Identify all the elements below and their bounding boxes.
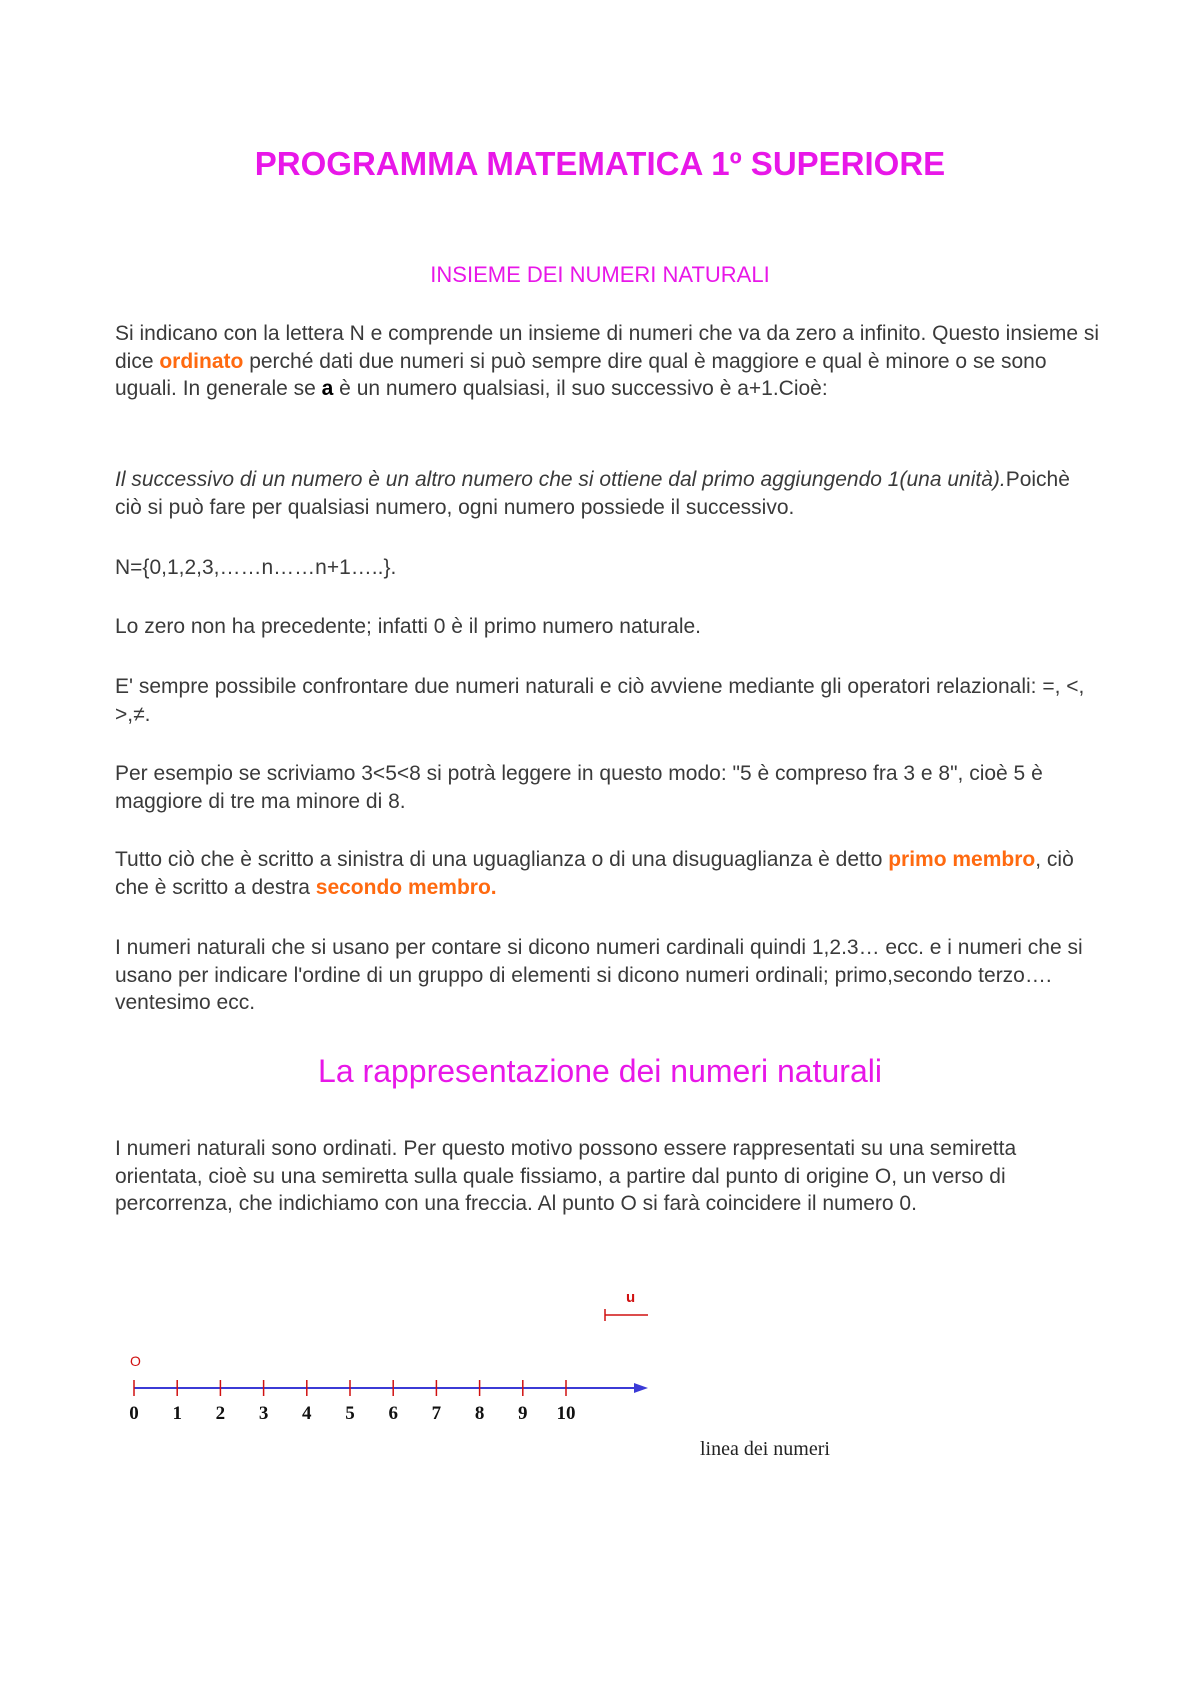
successor-definition: Il successivo di un numero è un altro numero che si ottiene dal primo aggiungendo 1(una unità).: [115, 468, 1006, 491]
tick-label-4: 4: [302, 1403, 312, 1424]
arrow-head-icon: [634, 1383, 648, 1393]
paragraph-members: [115, 846, 1100, 901]
tick-label-3: 3: [258, 1403, 269, 1424]
origin-label: O: [130, 1353, 141, 1369]
unit-label: u: [626, 1289, 636, 1306]
primo-membro-highlight: primo membro: [888, 848, 1036, 871]
tick-label-1: 1: [172, 1403, 182, 1424]
paragraph-successor: [115, 466, 1100, 521]
tick-label-8: 8: [474, 1403, 485, 1424]
section-title: La rappresentazione dei numeri naturali: [318, 1053, 882, 1089]
set-notation: N={0,1,2,3,……n……n+1…..}.: [115, 556, 397, 579]
paragraph-comparison: E' sempre possibile confrontare due numeri naturali e ciò avviene mediante gli operatori relazionali: =, <, >,≠.: [115, 675, 1085, 726]
paragraph-cardinal-ordinal: I numeri naturali che si usano per contare si dicono numeri cardinali quindi 1,2.3… ecc. e i numeri che si usano per indicare l'ordine di un gruppo di elementi si dicono numeri ordinali; primo,secondo terzo…. ventesimo ecc.: [115, 936, 1083, 1014]
number-line-figure: [120, 1280, 680, 1430]
section-subtitle: INSIEME DEI NUMERI NATURALI: [430, 262, 770, 287]
tick-label-6: 6: [388, 1403, 398, 1424]
paragraph-example: Per esempio se scriviamo 3<5<8 si potrà leggere in questo modo: "5 è compreso fra 3 e 8", cioè 5 è maggiore di tre ma minore di 8.: [115, 762, 1043, 813]
paragraph-definition: [115, 320, 1100, 403]
tick-label-9: 9: [518, 1403, 528, 1424]
p1-text-a: Si indicano con la lettera N e comprende un insieme di numeri che va da zero a infinito. Questo insieme si dice: [115, 322, 1100, 373]
successor-note: Poichè ciò si può fare per qualsiasi numero, ogni numero possiede il successivo.: [115, 468, 1070, 519]
tick-label-10: 10: [556, 1403, 576, 1424]
secondo-membro-highlight: secondo membro.: [315, 875, 497, 899]
p1-text-b: perché dati due numeri si può sempre dire qual è maggiore e qual è minore o se sono uguali. In generale se: [115, 349, 1047, 400]
tick-label-5: 5: [345, 1403, 355, 1424]
paragraph-zero: Lo zero non ha precedente; infatti 0 è il primo numero naturale.: [115, 615, 702, 638]
tick-label-2: 2: [215, 1403, 226, 1424]
p1-text-c: è un numero qualsiasi, il suo successivo è a+1.Cioè:: [333, 377, 828, 400]
p7-text-b: , ciò che è scritto a destra: [115, 848, 1074, 899]
tick-label-7: 7: [431, 1403, 442, 1424]
number-line-svg: [120, 1280, 680, 1430]
tick-group: [129, 1380, 575, 1424]
figure-caption: linea dei numeri: [700, 1438, 830, 1460]
ordinato-highlight: ordinato: [159, 349, 244, 373]
p7-text-a: Tutto ciò che è scritto a sinistra di una uguaglianza o di una disuguaglianza è detto: [115, 848, 889, 871]
page-title: PROGRAMMA MATEMATICA 1º SUPERIORE: [254, 145, 946, 182]
tick-label-0: 0: [129, 1403, 139, 1424]
paragraph-representation: I numeri naturali sono ordinati. Per questo motivo possono essere rappresentati su una semiretta orientata, cioè su una semiretta sulla quale fissiamo, a partire dal punto di origine O, un verso di percorrenza, che indichiamo con una freccia. Al punto O si farà coincidere il numero 0.: [115, 1137, 1017, 1215]
variable-a: a: [321, 377, 334, 400]
